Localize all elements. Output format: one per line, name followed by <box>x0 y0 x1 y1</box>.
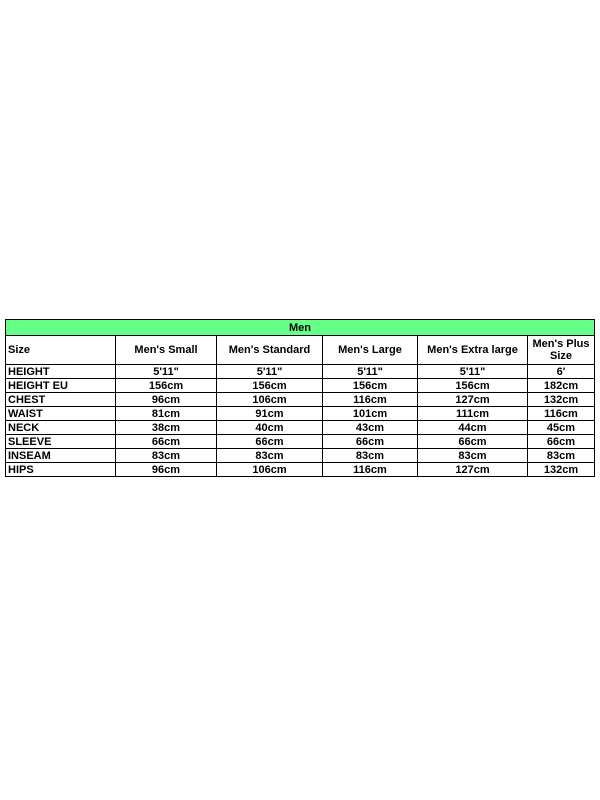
table-cell-large: 66cm <box>323 435 418 449</box>
table-cell-large: 5'11" <box>323 365 418 379</box>
table-cell-small: 66cm <box>116 435 217 449</box>
table-cell-extra-large: 66cm <box>418 435 528 449</box>
table-cell-plus-size: 6' <box>528 365 595 379</box>
column-header-large: Men's Large <box>323 336 418 365</box>
table-cell-measurement: HIPS <box>6 463 116 477</box>
table-cell-small: 96cm <box>116 393 217 407</box>
table-cell-extra-large: 83cm <box>418 449 528 463</box>
table-header-row <box>6 336 595 365</box>
table-cell-plus-size: 182cm <box>528 379 595 393</box>
table-cell-plus-size: 132cm <box>528 393 595 407</box>
column-header-small: Men's Small <box>116 336 217 365</box>
table-cell-extra-large: 5'11" <box>418 365 528 379</box>
table-row <box>6 379 595 393</box>
table-cell-standard: 156cm <box>217 379 323 393</box>
table-row <box>6 463 595 477</box>
table-cell-large: 43cm <box>323 421 418 435</box>
table-cell-small: 83cm <box>116 449 217 463</box>
table-cell-measurement: CHEST <box>6 393 116 407</box>
table-cell-measurement: SLEEVE <box>6 435 116 449</box>
table-cell-measurement: INSEAM <box>6 449 116 463</box>
column-header-plus-size: Men's Plus Size <box>528 336 595 365</box>
table-cell-large: 116cm <box>323 393 418 407</box>
table-cell-measurement: HEIGHT EU <box>6 379 116 393</box>
table-cell-small: 38cm <box>116 421 217 435</box>
table-cell-plus-size: 66cm <box>528 435 595 449</box>
table-row <box>6 449 595 463</box>
table-cell-measurement: NECK <box>6 421 116 435</box>
table-cell-standard: 5'11" <box>217 365 323 379</box>
table-cell-small: 81cm <box>116 407 217 421</box>
table-cell-standard: 91cm <box>217 407 323 421</box>
column-header-extra-large: Men's Extra large <box>418 336 528 365</box>
table-cell-extra-large: 44cm <box>418 421 528 435</box>
table-cell-extra-large: 111cm <box>418 407 528 421</box>
table-cell-standard: 106cm <box>217 463 323 477</box>
table-cell-standard: 83cm <box>217 449 323 463</box>
table-cell-extra-large: 127cm <box>418 463 528 477</box>
table-cell-measurement: HEIGHT <box>6 365 116 379</box>
table-title: Men <box>6 320 595 336</box>
table-cell-standard: 40cm <box>217 421 323 435</box>
table-row <box>6 393 595 407</box>
table-cell-large: 83cm <box>323 449 418 463</box>
table-cell-plus-size: 83cm <box>528 449 595 463</box>
table-cell-large: 101cm <box>323 407 418 421</box>
table-cell-standard: 66cm <box>217 435 323 449</box>
table-title-row <box>6 320 595 336</box>
table-cell-plus-size: 45cm <box>528 421 595 435</box>
column-header-standard: Men's Standard <box>217 336 323 365</box>
table-cell-extra-large: 156cm <box>418 379 528 393</box>
table-row <box>6 407 595 421</box>
table-cell-extra-large: 127cm <box>418 393 528 407</box>
table-cell-measurement: WAIST <box>6 407 116 421</box>
table-cell-small: 156cm <box>116 379 217 393</box>
table-row <box>6 421 595 435</box>
column-header-size: Size <box>6 336 116 365</box>
table-cell-small: 96cm <box>116 463 217 477</box>
table-row <box>6 435 595 449</box>
size-chart-table <box>5 319 595 477</box>
table-cell-small: 5'11" <box>116 365 217 379</box>
table-row <box>6 365 595 379</box>
table-cell-large: 156cm <box>323 379 418 393</box>
table-cell-standard: 106cm <box>217 393 323 407</box>
table-cell-plus-size: 132cm <box>528 463 595 477</box>
table-cell-plus-size: 116cm <box>528 407 595 421</box>
table-cell-large: 116cm <box>323 463 418 477</box>
